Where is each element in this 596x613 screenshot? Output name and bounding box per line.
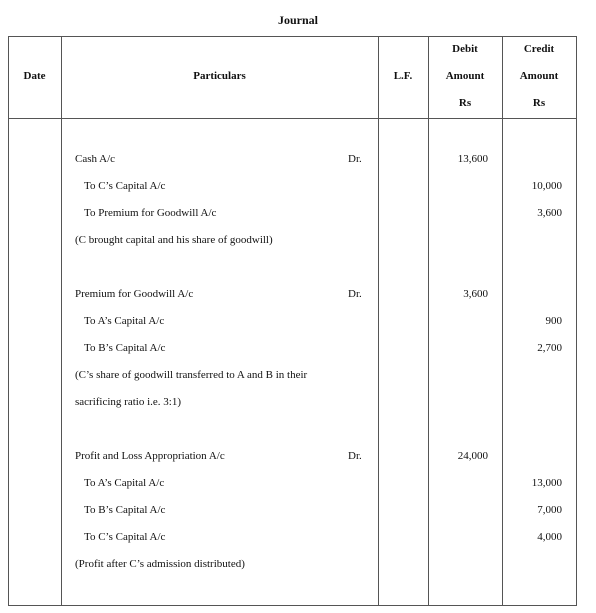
header-particulars: Particulars	[193, 70, 246, 82]
table-border-left	[8, 36, 9, 606]
column-divider-debit	[502, 36, 503, 606]
entry-2-narration-line-1: (C’s share of goodwill transferred to A and B in their	[75, 369, 308, 381]
header-debit-line3: Rs	[458, 97, 472, 109]
entry-2-credit-account-1: To A’s Capital A/c	[84, 315, 165, 327]
entry-1-dr-label: Dr.	[348, 153, 362, 165]
header-debit-line1: Debit	[452, 43, 478, 55]
entry-3-dr-label: Dr.	[348, 450, 362, 462]
entry-1-credit-account-1: To C’s Capital A/c	[84, 180, 166, 192]
column-divider-particulars	[378, 36, 379, 606]
entry-3-credit-account-2: To B’s Capital A/c	[84, 504, 166, 516]
column-divider-lf	[428, 36, 429, 606]
table-border-top	[8, 36, 576, 37]
header-divider	[8, 118, 576, 119]
entry-3-credit-amount-2: 7,000	[537, 504, 562, 516]
entry-3-credit-account-1: To A’s Capital A/c	[84, 477, 165, 489]
entry-1-credit-amount-1: 10,000	[531, 180, 562, 192]
entry-1-debit-amount: 13,600	[457, 153, 488, 165]
entry-1-credit-amount-2: 3,600	[537, 207, 562, 219]
entry-2-credit-account-2: To B’s Capital A/c	[84, 342, 166, 354]
journal-title: Journal	[277, 13, 318, 27]
entry-1-credit-account-2: To Premium for Goodwill A/c	[84, 207, 217, 219]
entry-1-debit-account: Cash A/c	[75, 153, 116, 165]
entry-2-credit-amount-2: 2,700	[537, 342, 562, 354]
entry-3-credit-amount-1: 13,000	[531, 477, 562, 489]
entry-2-dr-label: Dr.	[348, 288, 362, 300]
table-border-right	[576, 36, 577, 606]
entry-3-credit-account-3: To C’s Capital A/c	[84, 531, 166, 543]
entry-2-debit-amount: 3,600	[463, 288, 488, 300]
header-credit-line2: Amount	[519, 70, 559, 82]
header-debit-line2: Amount	[445, 70, 485, 82]
header-date: Date	[23, 70, 46, 82]
entry-1-narration: (C brought capital and his share of goodwill)	[75, 234, 273, 246]
header-lf: L.F.	[393, 70, 413, 82]
entry-2-debit-account: Premium for Goodwill A/c	[75, 288, 194, 300]
column-divider-date	[61, 36, 62, 606]
entry-3-narration: (Profit after C’s admission distributed)	[75, 558, 245, 570]
entry-3-credit-amount-3: 4,000	[537, 531, 562, 543]
entry-3-debit-amount: 24,000	[457, 450, 488, 462]
entry-2-narration-line-2: sacrificing ratio i.e. 3:1)	[75, 396, 181, 408]
header-credit-line3: Rs	[532, 97, 546, 109]
header-credit-line1: Credit	[523, 43, 555, 55]
entry-2-credit-amount-1: 900	[545, 315, 562, 327]
entry-3-debit-account: Profit and Loss Appropriation A/c	[75, 450, 225, 462]
table-border-bottom	[8, 605, 576, 606]
